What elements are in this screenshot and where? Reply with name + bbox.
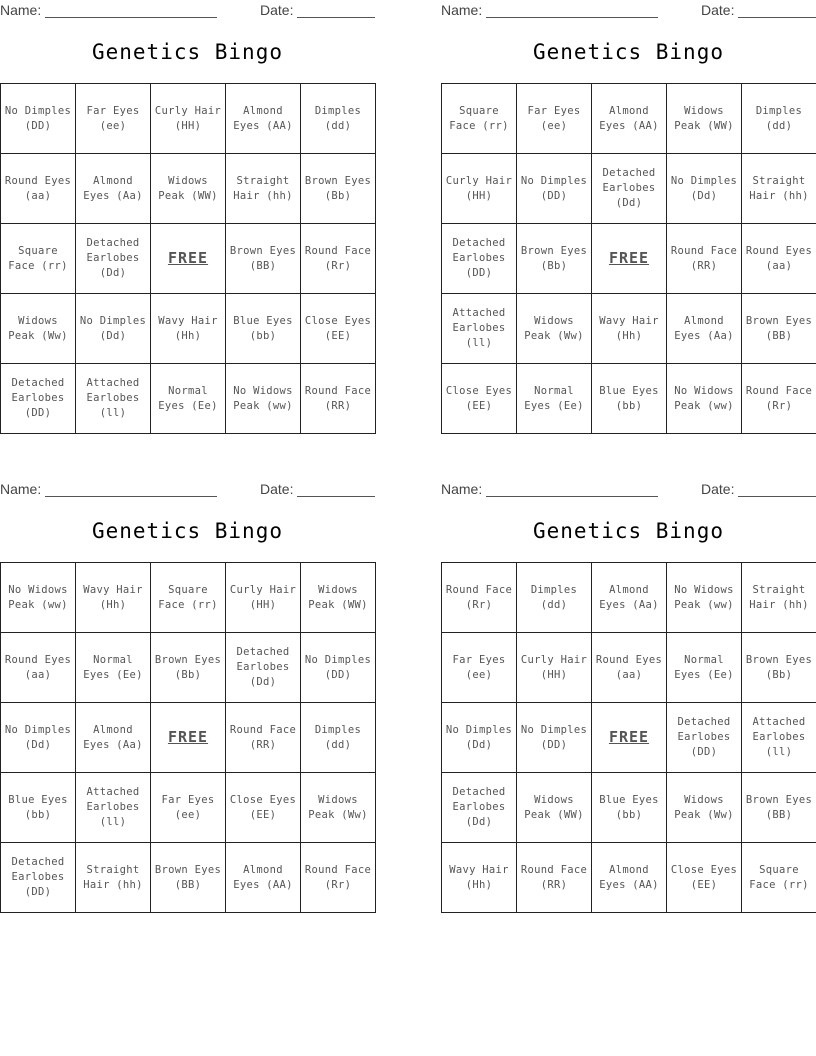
bingo-row bbox=[1, 563, 376, 633]
bingo-cell: Round Face (Rr) bbox=[442, 563, 517, 633]
bingo-cell: Wavy Hair (Hh) bbox=[151, 294, 226, 364]
date-label: Date: bbox=[701, 481, 735, 497]
bingo-cell: Detached Earlobes (DD) bbox=[442, 224, 517, 294]
free-space: FREE bbox=[151, 224, 226, 294]
bingo-cell: Widows Peak (WW) bbox=[151, 154, 226, 224]
bingo-cell: Straight Hair (hh) bbox=[742, 563, 816, 633]
bingo-cell: No Dimples (Dd) bbox=[76, 294, 151, 364]
bingo-cell: Brown Eyes (BB) bbox=[151, 843, 226, 913]
bingo-cell: No Widows Peak (ww) bbox=[1, 563, 76, 633]
date-line[interactable] bbox=[738, 17, 816, 18]
date-label: Date: bbox=[260, 2, 294, 18]
bingo-card bbox=[441, 0, 816, 440]
bingo-card bbox=[441, 479, 816, 919]
bingo-cell: No Widows Peak (ww) bbox=[667, 563, 742, 633]
bingo-cell: Close Eyes (EE) bbox=[442, 364, 517, 434]
bingo-cell: Close Eyes (EE) bbox=[226, 773, 301, 843]
bingo-grid bbox=[0, 562, 376, 913]
bingo-cell: Attached Earlobes (ll) bbox=[442, 294, 517, 364]
bingo-cell: Normal Eyes (Ee) bbox=[517, 364, 592, 434]
date-line[interactable] bbox=[297, 496, 375, 497]
bingo-cell: Wavy Hair (Hh) bbox=[592, 294, 667, 364]
card-title: Genetics Bingo bbox=[91, 519, 283, 543]
bingo-cell: Brown Eyes (BB) bbox=[226, 224, 301, 294]
bingo-cell: No Dimples (DD) bbox=[517, 703, 592, 773]
bingo-cell: Straight Hair (hh) bbox=[742, 154, 816, 224]
bingo-cell: Detached Earlobes (Dd) bbox=[76, 224, 151, 294]
bingo-cell: No Dimples (DD) bbox=[1, 84, 76, 154]
bingo-cell: Detached Earlobes (DD) bbox=[1, 843, 76, 913]
bingo-grid bbox=[0, 83, 376, 434]
bingo-row bbox=[442, 773, 816, 843]
bingo-row bbox=[442, 154, 816, 224]
bingo-cell: Widows Peak (WW) bbox=[667, 84, 742, 154]
date-line[interactable] bbox=[297, 17, 375, 18]
bingo-cell: Almond Eyes (Aa) bbox=[592, 563, 667, 633]
bingo-row bbox=[442, 633, 816, 703]
bingo-cell: Almond Eyes (AA) bbox=[226, 84, 301, 154]
name-date-header bbox=[0, 2, 375, 20]
bingo-cell: Dimples (dd) bbox=[301, 84, 376, 154]
bingo-cell: Round Face (RR) bbox=[667, 224, 742, 294]
bingo-cell: Round Face (RR) bbox=[517, 843, 592, 913]
bingo-row bbox=[442, 703, 816, 773]
bingo-row bbox=[442, 224, 816, 294]
card-title: Genetics Bingo bbox=[91, 40, 283, 64]
bingo-cell: Curly Hair (HH) bbox=[517, 633, 592, 703]
name-date-header bbox=[441, 2, 816, 20]
bingo-cell: Detached Earlobes (Dd) bbox=[226, 633, 301, 703]
bingo-cell: Almond Eyes (AA) bbox=[592, 843, 667, 913]
bingo-card bbox=[0, 479, 375, 919]
bingo-cell: Far Eyes (ee) bbox=[517, 84, 592, 154]
bingo-cell: Far Eyes (ee) bbox=[151, 773, 226, 843]
bingo-row bbox=[442, 294, 816, 364]
bingo-cell: Straight Hair (hh) bbox=[226, 154, 301, 224]
name-line[interactable] bbox=[486, 17, 658, 18]
bingo-cell: Brown Eyes (BB) bbox=[742, 294, 816, 364]
bingo-cell: Widows Peak (Ww) bbox=[1, 294, 76, 364]
bingo-grid bbox=[441, 562, 816, 913]
bingo-row bbox=[1, 773, 376, 843]
bingo-cell: Curly Hair (HH) bbox=[442, 154, 517, 224]
bingo-row bbox=[1, 633, 376, 703]
bingo-cell: Widows Peak (Ww) bbox=[517, 294, 592, 364]
bingo-cell: Widows Peak (Ww) bbox=[301, 773, 376, 843]
bingo-cell: Dimples (dd) bbox=[742, 84, 816, 154]
bingo-cell: Round Eyes (aa) bbox=[1, 633, 76, 703]
bingo-cell: Detached Earlobes (DD) bbox=[1, 364, 76, 434]
bingo-cell: Brown Eyes (Bb) bbox=[742, 633, 816, 703]
bingo-cell: Almond Eyes (Aa) bbox=[76, 703, 151, 773]
bingo-cell: No Dimples (Dd) bbox=[667, 154, 742, 224]
free-space: FREE bbox=[592, 703, 667, 773]
bingo-row bbox=[1, 294, 376, 364]
bingo-cell: Almond Eyes (Aa) bbox=[667, 294, 742, 364]
bingo-cell: Round Eyes (aa) bbox=[742, 224, 816, 294]
bingo-card bbox=[0, 0, 375, 440]
bingo-cell: Brown Eyes (Bb) bbox=[151, 633, 226, 703]
bingo-row bbox=[1, 364, 376, 434]
date-label: Date: bbox=[260, 481, 294, 497]
bingo-cell: Far Eyes (ee) bbox=[442, 633, 517, 703]
bingo-cell: Normal Eyes (Ee) bbox=[76, 633, 151, 703]
bingo-cell: Almond Eyes (AA) bbox=[226, 843, 301, 913]
bingo-cell: Round Face (Rr) bbox=[742, 364, 816, 434]
bingo-cell: No Dimples (Dd) bbox=[442, 703, 517, 773]
bingo-cell: Square Face (rr) bbox=[742, 843, 816, 913]
name-label: Name: bbox=[441, 481, 483, 497]
bingo-row bbox=[442, 843, 816, 913]
bingo-cell: Close Eyes (EE) bbox=[301, 294, 376, 364]
name-label: Name: bbox=[0, 2, 42, 18]
card-title: Genetics Bingo bbox=[532, 40, 724, 64]
bingo-row bbox=[1, 224, 376, 294]
bingo-cell: Square Face (rr) bbox=[151, 563, 226, 633]
bingo-cell: Round Eyes (aa) bbox=[592, 633, 667, 703]
bingo-row bbox=[442, 84, 816, 154]
bingo-cell: Straight Hair (hh) bbox=[76, 843, 151, 913]
bingo-cell: Detached Earlobes (Dd) bbox=[592, 154, 667, 224]
bingo-cell: Almond Eyes (AA) bbox=[592, 84, 667, 154]
name-date-header bbox=[441, 481, 816, 499]
bingo-cell: No Widows Peak (ww) bbox=[226, 364, 301, 434]
bingo-cell: Wavy Hair (Hh) bbox=[442, 843, 517, 913]
bingo-cell: Wavy Hair (Hh) bbox=[76, 563, 151, 633]
bingo-cell: Widows Peak (WW) bbox=[517, 773, 592, 843]
name-line[interactable] bbox=[45, 496, 217, 497]
bingo-cell: Dimples (dd) bbox=[517, 563, 592, 633]
bingo-cell: Blue Eyes (bb) bbox=[226, 294, 301, 364]
bingo-row bbox=[1, 154, 376, 224]
bingo-cell: Normal Eyes (Ee) bbox=[151, 364, 226, 434]
bingo-cell: Blue Eyes (bb) bbox=[1, 773, 76, 843]
bingo-row bbox=[1, 84, 376, 154]
bingo-cell: Widows Peak (Ww) bbox=[667, 773, 742, 843]
bingo-cell: Close Eyes (EE) bbox=[667, 843, 742, 913]
name-label: Name: bbox=[0, 481, 42, 497]
name-label: Name: bbox=[441, 2, 483, 18]
bingo-cell: Far Eyes (ee) bbox=[76, 84, 151, 154]
bingo-row bbox=[1, 843, 376, 913]
bingo-cell: Brown Eyes (Bb) bbox=[301, 154, 376, 224]
bingo-cell: Detached Earlobes (DD) bbox=[667, 703, 742, 773]
date-line[interactable] bbox=[738, 496, 816, 497]
bingo-cell: Round Face (Rr) bbox=[301, 843, 376, 913]
bingo-row bbox=[442, 364, 816, 434]
bingo-cell: Round Face (RR) bbox=[226, 703, 301, 773]
free-space: FREE bbox=[151, 703, 226, 773]
bingo-cell: Brown Eyes (BB) bbox=[742, 773, 816, 843]
bingo-cell: No Dimples (DD) bbox=[517, 154, 592, 224]
bingo-cell: Attached Earlobes (ll) bbox=[742, 703, 816, 773]
free-space: FREE bbox=[592, 224, 667, 294]
bingo-cell: Attached Earlobes (ll) bbox=[76, 364, 151, 434]
bingo-cell: Curly Hair (HH) bbox=[226, 563, 301, 633]
bingo-cell: No Dimples (DD) bbox=[301, 633, 376, 703]
date-label: Date: bbox=[701, 2, 735, 18]
bingo-cell: Blue Eyes (bb) bbox=[592, 364, 667, 434]
bingo-cell: Blue Eyes (bb) bbox=[592, 773, 667, 843]
name-line[interactable] bbox=[45, 17, 217, 18]
bingo-cell: No Widows Peak (ww) bbox=[667, 364, 742, 434]
bingo-cell: Curly Hair (HH) bbox=[151, 84, 226, 154]
bingo-row bbox=[442, 563, 816, 633]
name-date-header bbox=[0, 481, 375, 499]
bingo-cell: Round Face (Rr) bbox=[301, 224, 376, 294]
bingo-cell: Detached Earlobes (Dd) bbox=[442, 773, 517, 843]
name-line[interactable] bbox=[486, 496, 658, 497]
bingo-cell: Normal Eyes (Ee) bbox=[667, 633, 742, 703]
bingo-cell: Round Eyes (aa) bbox=[1, 154, 76, 224]
bingo-grid bbox=[441, 83, 816, 434]
bingo-row bbox=[1, 703, 376, 773]
bingo-cell: Attached Earlobes (ll) bbox=[76, 773, 151, 843]
bingo-cell: Brown Eyes (Bb) bbox=[517, 224, 592, 294]
bingo-cell: Almond Eyes (Aa) bbox=[76, 154, 151, 224]
bingo-cell: Round Face (RR) bbox=[301, 364, 376, 434]
bingo-cell: Widows Peak (WW) bbox=[301, 563, 376, 633]
bingo-cell: No Dimples (Dd) bbox=[1, 703, 76, 773]
bingo-cell: Square Face (rr) bbox=[442, 84, 517, 154]
card-title: Genetics Bingo bbox=[532, 519, 724, 543]
bingo-cell: Square Face (rr) bbox=[1, 224, 76, 294]
bingo-cell: Dimples (dd) bbox=[301, 703, 376, 773]
